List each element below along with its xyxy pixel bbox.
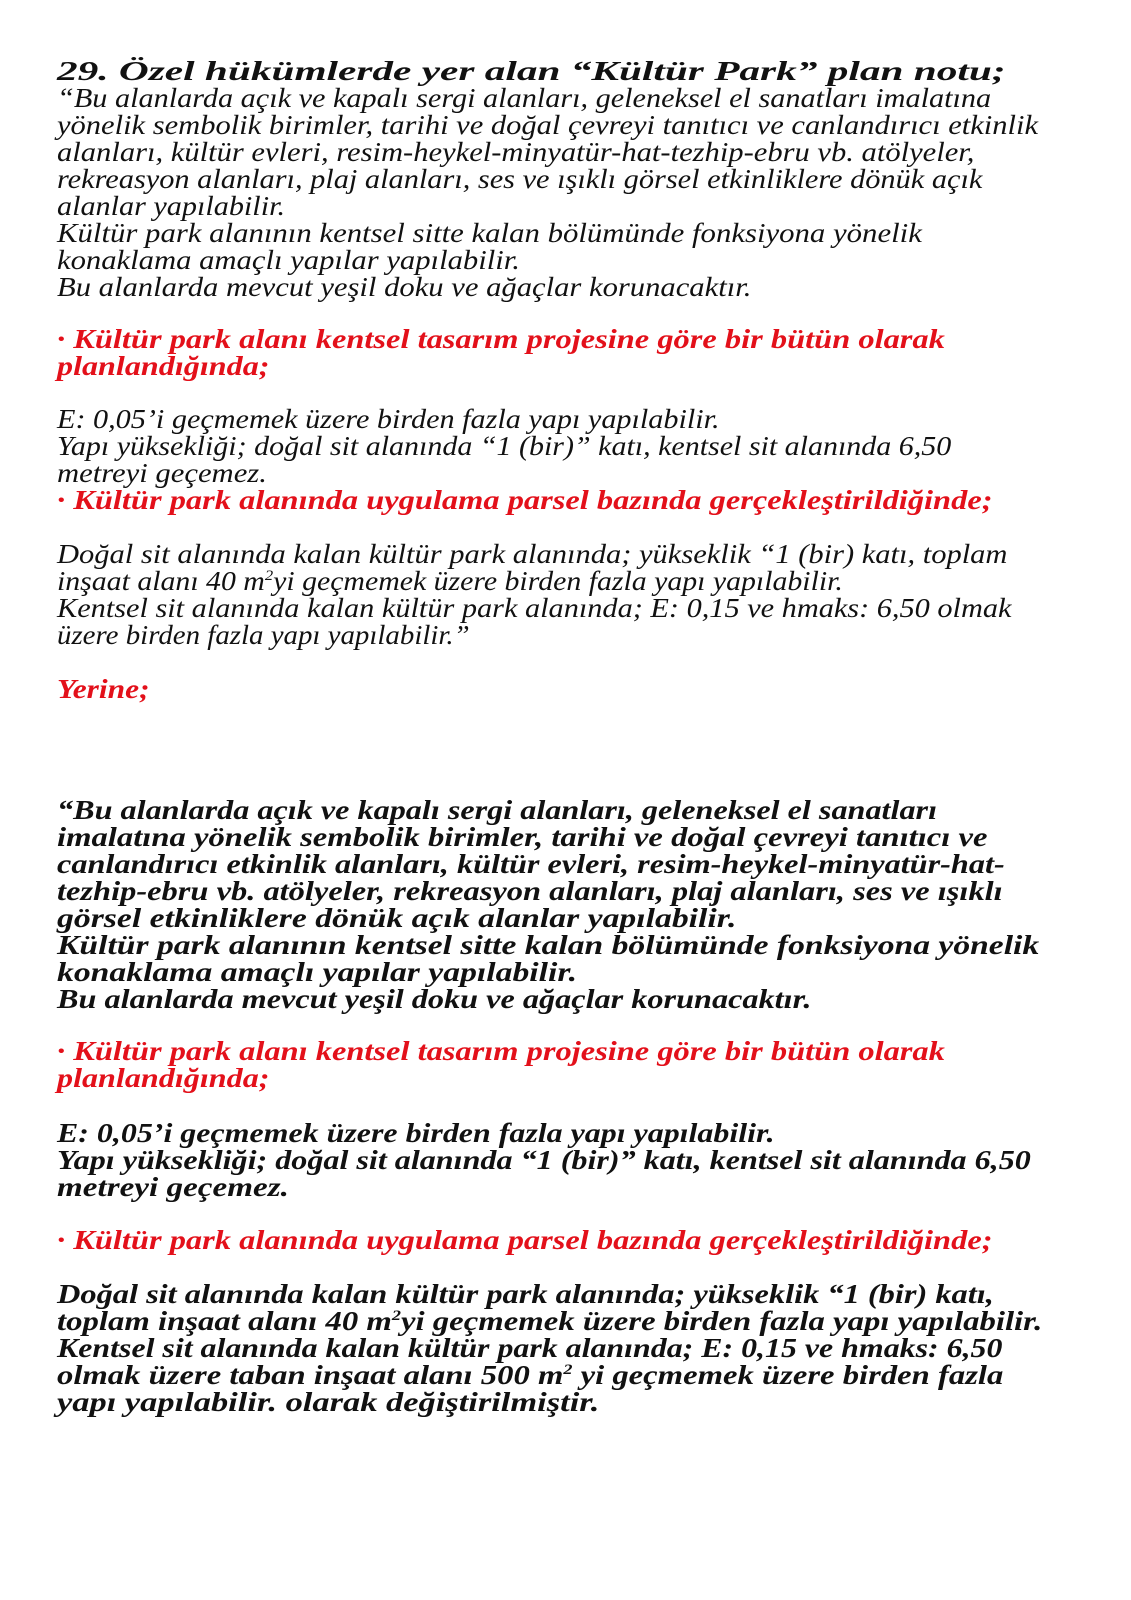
revised-text-line: Bu alanlarda mevcut yeşil doku ve ağaçlar korunacaktır. — [57, 984, 812, 1014]
revised-text-line: Yapı yüksekliği; doğal sit alanında “1 (bir)” katı, kentsel sit alanında 6,50 — [57, 1145, 1031, 1175]
revised-text-line: “Bu alanlarda açık ve kapalı sergi alanları, geleneksel el sanatları — [57, 795, 938, 825]
superscript: 2 — [563, 1362, 573, 1378]
revised-subheading: planlandığında; — [57, 1063, 270, 1093]
original-text-line: yönelik sembolik birimler, tarihi ve doğal çevreyi tanıtıcı ve canlandırıcı etkinlik — [57, 110, 1038, 140]
section-heading: 29. Özel hükümlerde yer alan “Kültür Park” plan notu; — [57, 56, 1006, 86]
original-text-line: “Bu alanlarda açık ve kapalı sergi alanları, geleneksel el sanatları imalatına — [57, 83, 992, 113]
text: yi geçmemek üzere birden fazla — [572, 1360, 1004, 1390]
original-text-line: Doğal sit alanında kalan kültür park alanında; yükseklik “1 (bir) katı, toplam — [57, 539, 1008, 569]
revised-text-line: Kentsel sit alanında kalan kültür park alanında; E: 0,15 ve hmaks: 6,50 — [57, 1333, 1003, 1363]
revised-text-line — [57, 1362, 1003, 1389]
original-text-line: rekreasyon alanları, plaj alanları, ses ve ışıklı görsel etkinliklere dönük açık — [57, 164, 983, 194]
revised-text-line: Doğal sit alanında kalan kültür park alanında; yükseklik “1 (bir) katı, — [57, 1279, 994, 1309]
revised-text-line: metreyi geçemez. — [57, 1172, 289, 1202]
superscript: 2 — [264, 568, 274, 584]
original-text-line: konaklama amaçlı yapılar yapılabilir. — [57, 245, 520, 275]
text: yi geçmemek üzere birden fazla yapı yapılabilir. — [400, 1306, 1043, 1336]
revised-text-line: yapı yapılabilir. olarak değiştirilmiştir. — [57, 1387, 600, 1417]
original-text-line: metreyi geçemez. — [57, 458, 267, 488]
revised-text-line: E: 0,05’i geçmemek üzere birden fazla yapı yapılabilir. — [57, 1118, 775, 1148]
text: olmak üzere taban inşaat alanı 500 m — [57, 1360, 564, 1390]
original-text-line: E: 0,05’i geçmemek üzere birden fazla yapı yapılabilir. — [57, 404, 720, 434]
text: inşaat alanı 40 m — [57, 566, 265, 596]
revised-subheading: · Kültür park alanında uygulama parsel bazında gerçekleştirildiğinde; — [57, 1225, 993, 1255]
original-subheading: · Kültür park alanı kentsel tasarım projesine göre bir bütün olarak — [57, 324, 945, 354]
revised-text-line: imalatına yönelik sembolik birimler, tarihi ve doğal çevreyi tanıtıcı ve — [57, 822, 988, 852]
original-text-line: Bu alanlarda mevcut yeşil doku ve ağaçlar korunacaktır. — [57, 272, 752, 302]
revised-text-line: tezhip-ebru vb. atölyeler, rekreasyon alanları, plaj alanları, ses ve ışıklı — [57, 876, 1003, 906]
original-text-line — [57, 568, 843, 595]
revised-subheading: · Kültür park alanı kentsel tasarım projesine göre bir bütün olarak — [57, 1036, 945, 1066]
text: toplam inşaat alanı 40 m — [57, 1306, 392, 1336]
original-text-line: alanlar yapılabilir. — [57, 191, 286, 221]
replacement-label: Yerine; — [57, 674, 150, 704]
revised-text-line — [57, 1308, 1042, 1335]
revised-text-line: görsel etkinliklere dönük açık alanlar yapılabilir. — [57, 903, 737, 933]
revised-text-line: canlandırıcı etkinlik alanları, kültür evleri, resim-heykel-minyatür-hat- — [57, 849, 1005, 879]
original-text-line: Kentsel sit alanında kalan kültür park alanında; E: 0,15 ve hmaks: 6,50 olmak — [57, 593, 1012, 623]
revised-text-line: konaklama amaçlı yapılar yapılabilir. — [57, 957, 578, 987]
superscript: 2 — [391, 1308, 401, 1324]
original-text-line: Yapı yüksekliği; doğal sit alanında “1 (bir)” katı, kentsel sit alanında 6,50 — [57, 431, 952, 461]
revised-text-line: Kültür park alanının kentsel sitte kalan bölümünde fonksiyona yönelik — [57, 930, 1040, 960]
original-text-line: üzere birden fazla yapı yapılabilir.” — [57, 620, 470, 650]
text: yi geçmemek üzere birden fazla yapı yapılabilir. — [273, 566, 843, 596]
original-subheading: planlandığında; — [57, 351, 270, 381]
original-text-line: Kültür park alanının kentsel sitte kalan bölümünde fonksiyona yönelik — [57, 218, 922, 248]
original-text-line: alanları, kültür evleri, resim-heykel-minyatür-hat-tezhip-ebru vb. atölyeler, — [57, 137, 975, 167]
original-subheading: · Kültür park alanında uygulama parsel bazında gerçekleştirildiğinde; — [57, 485, 993, 515]
